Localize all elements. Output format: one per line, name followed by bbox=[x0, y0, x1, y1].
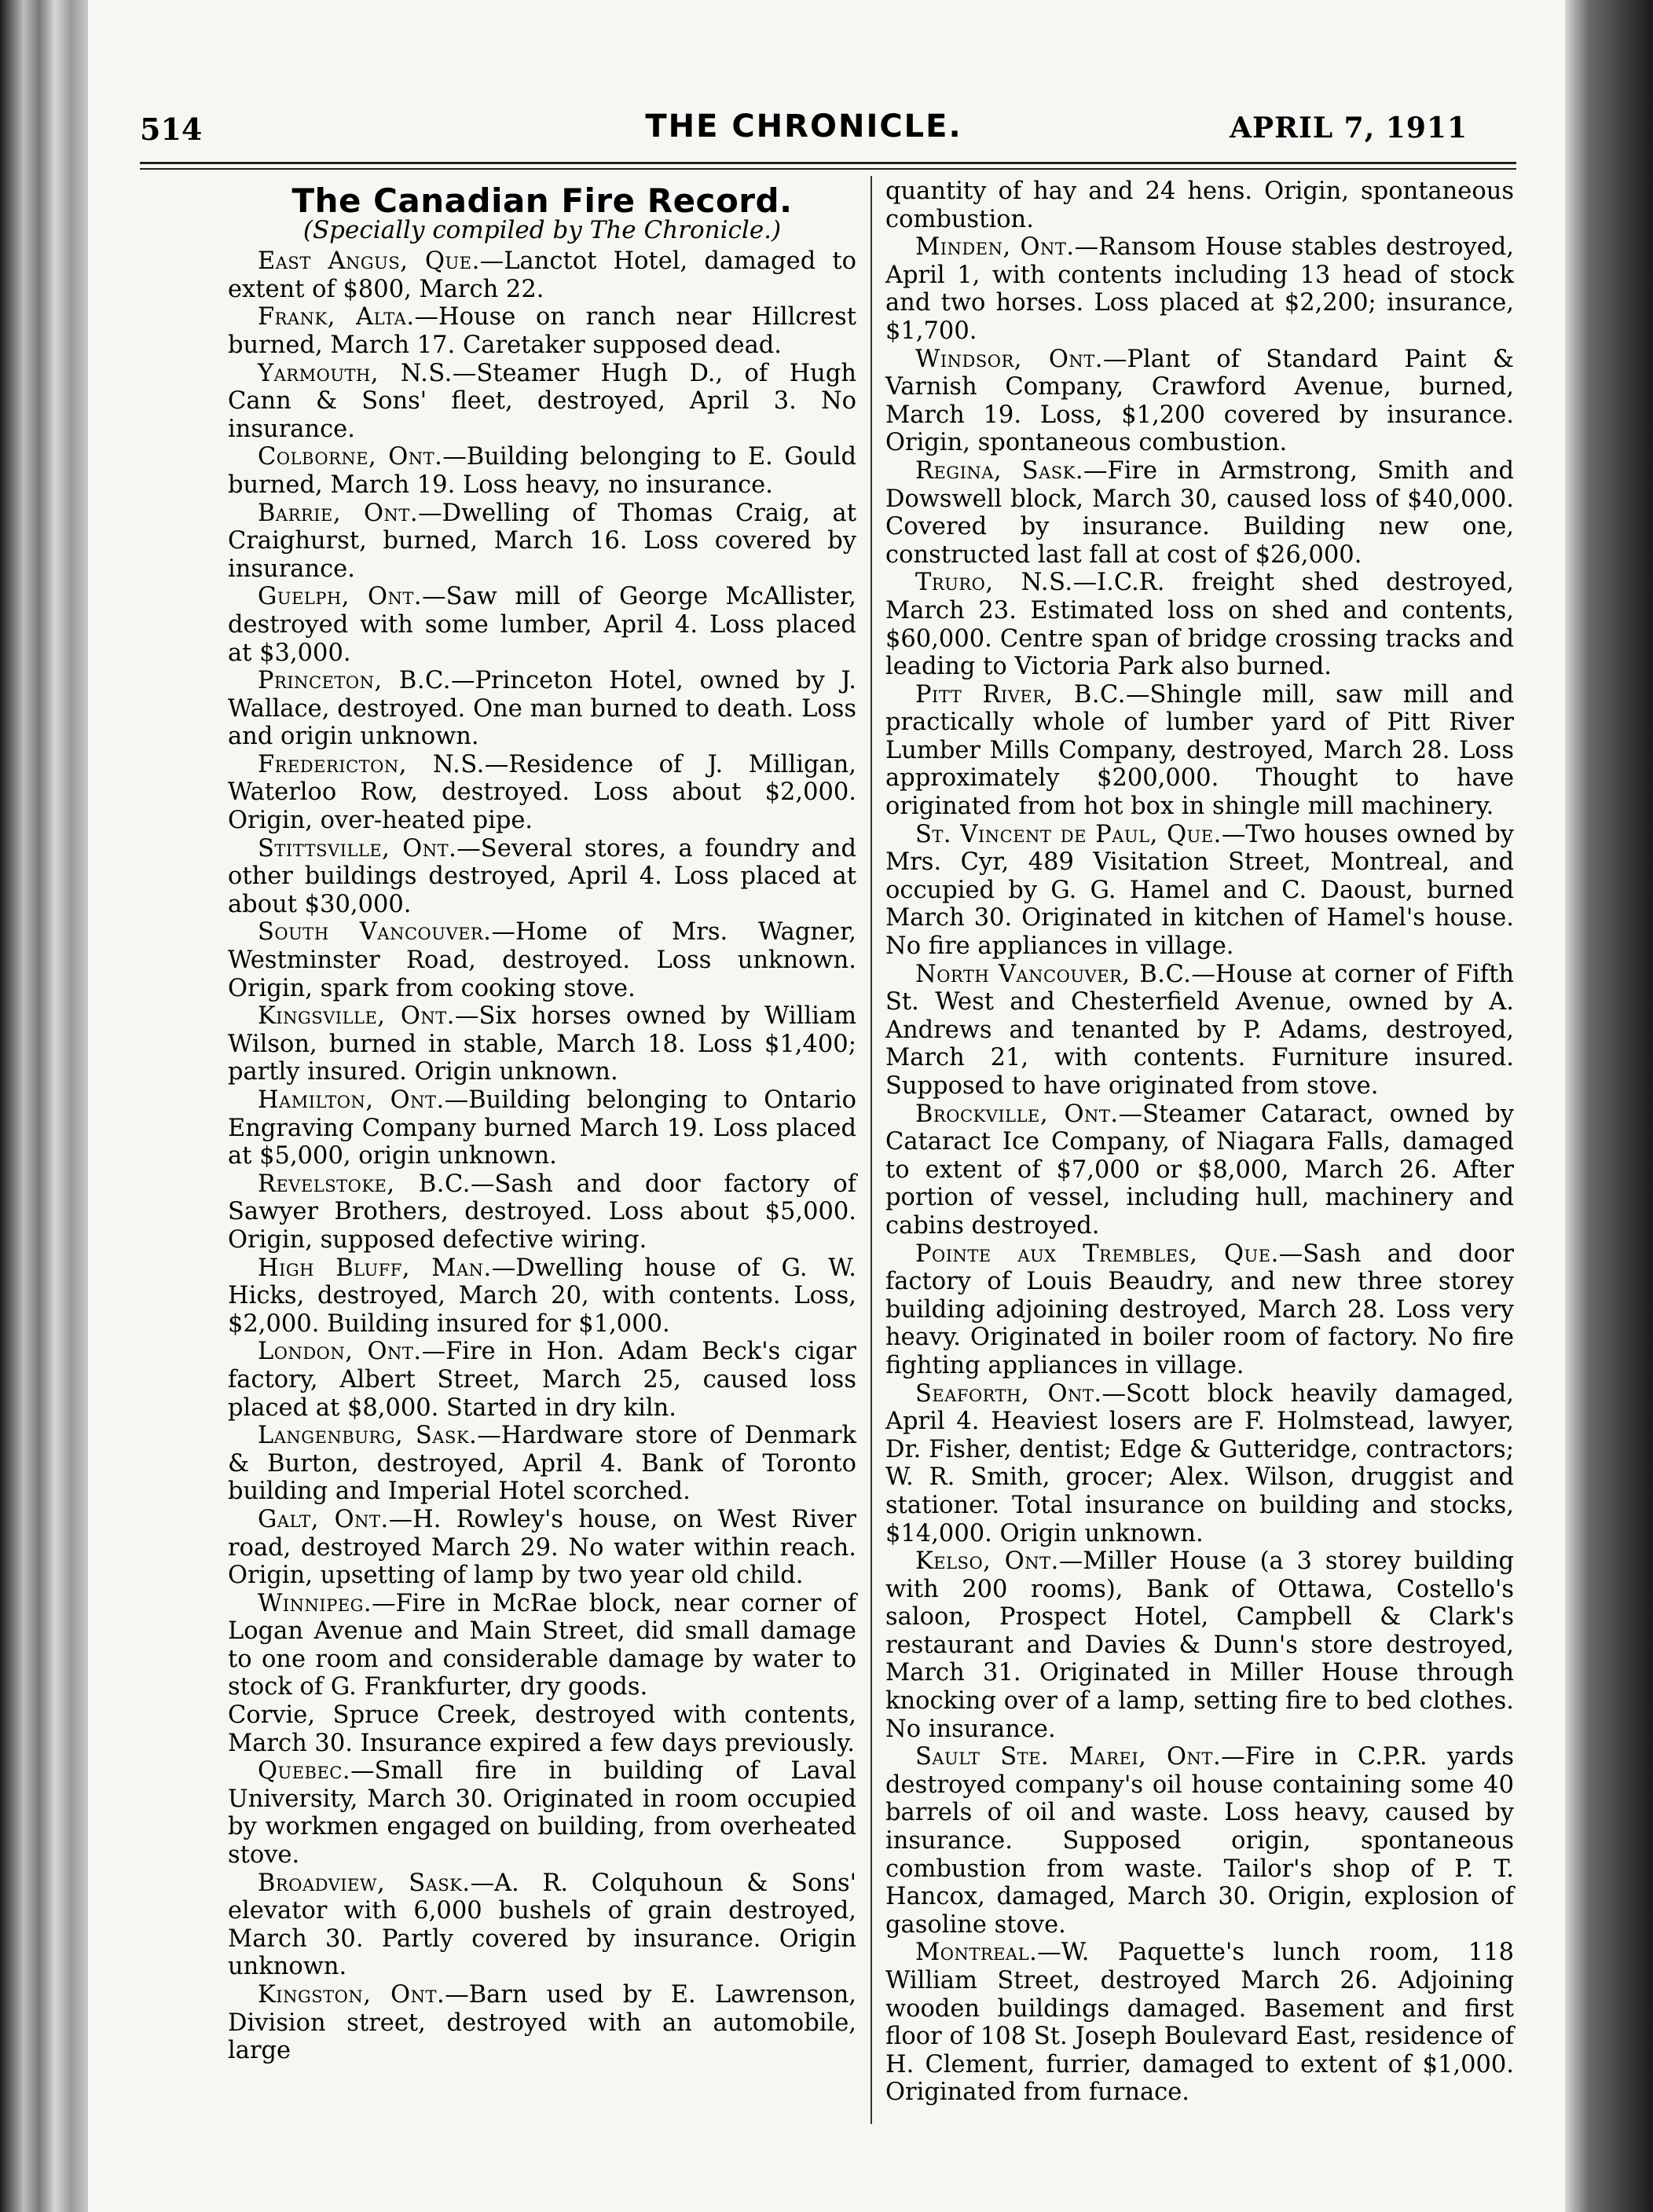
fire-record-entry bbox=[228, 303, 856, 359]
article-subtitle: (Specially compiled by The Chronicle.) bbox=[302, 215, 782, 244]
fire-record-entry bbox=[885, 569, 1514, 680]
entry-text: —Sash and door factory of Sawyer Brothers, destroyed. Loss about $5,000. Origin, supposed defective wiring. bbox=[228, 1170, 856, 1254]
fire-record-entry bbox=[228, 1338, 856, 1422]
entry-text: —Several stores, a foundry and other buildings destroyed, April 4. Loss placed at about $30,000. bbox=[228, 834, 856, 918]
fire-record-entry bbox=[228, 667, 856, 751]
fire-record-entry bbox=[885, 1240, 1514, 1380]
entry-place: East Angus, Que. bbox=[258, 247, 480, 276]
entry-text: —Ransom House stables destroyed, April 1, with contents including 13 head of stock and two horses. Loss placed at $2,200; insurance, $1,700. bbox=[885, 233, 1514, 345]
entry-text: —Sash and door factory of Louis Beaudry, and new three storey building adjoining destroyed, March 28. Loss very heavy. Originated in boiler room of factory. No fire fighting appliances in village. bbox=[885, 1240, 1514, 1379]
entry-text: —Hardware store of Denmark & Burton, destroyed, April 4. Bank of Toronto building and Imperial Hotel scorched. bbox=[228, 1422, 856, 1506]
entry-place: Minden, Ont. bbox=[915, 233, 1075, 262]
entry-place: Broadview, Sask. bbox=[258, 1869, 471, 1897]
fire-record-entry bbox=[228, 751, 856, 835]
entry-place: St. Vincent de Paul, Que. bbox=[915, 820, 1222, 848]
entry-text: —Dwelling house of G. W. Hicks, destroyed, March 20, with contents. Loss, $2,000. Building insured for $1,000. bbox=[228, 1254, 856, 1338]
entry-text: —House on ranch near Hillcrest burned, March 17. Caretaker supposed dead. bbox=[228, 303, 856, 359]
fire-record-entry bbox=[885, 1743, 1514, 1939]
entry-place: Yarmouth, N.S. bbox=[258, 359, 453, 387]
fire-record-entry bbox=[228, 1981, 856, 2065]
entry-place: Revelstoke, B.C. bbox=[258, 1170, 471, 1198]
fire-record-entry bbox=[228, 835, 856, 919]
entry-text: —H. Rowley's house, on West River road, destroyed March 29. No water within reach. Origin, upsetting of lamp by two year old child. bbox=[228, 1505, 856, 1590]
fire-record-entry bbox=[885, 681, 1514, 821]
entry-place: Brockville, Ont. bbox=[915, 1100, 1119, 1128]
fire-record-entry bbox=[228, 918, 856, 1002]
left-column bbox=[228, 178, 856, 2065]
entry-place: High Bluff, Man. bbox=[258, 1254, 492, 1282]
entry-text: —Dwelling of Thomas Craig, at Craighurst, burned, March 16. Loss covered by insurance. bbox=[228, 499, 856, 583]
fire-record-entry bbox=[885, 1380, 1514, 1548]
entry-place: Frank, Alta. bbox=[258, 303, 415, 331]
page-number: 514 bbox=[140, 112, 203, 147]
entry-place: Montreal. bbox=[915, 1939, 1038, 1967]
fire-record-entry bbox=[885, 346, 1514, 457]
book-binding-edge bbox=[0, 0, 88, 2212]
entry-place: Truro, N.S. bbox=[915, 569, 1073, 597]
entry-text: —Small fire in building of Laval University, March 30. Originated in room occupied by workmen engaged on building, from overheated stove. bbox=[228, 1757, 856, 1870]
entry-place: Stittsville, Ont. bbox=[258, 834, 457, 862]
fire-record-entry bbox=[228, 1254, 856, 1339]
fire-record-entry bbox=[885, 457, 1514, 569]
header-rule bbox=[140, 162, 1516, 164]
entry-place: Pitt River, B.C. bbox=[915, 680, 1126, 709]
entry-text: —Plant of Standard Paint & Varnish Company, Crawford Avenue, burned, March 19. Loss, $1,200 covered by insurance. Origin, spontaneous combustion. bbox=[885, 345, 1514, 457]
fire-record-entry bbox=[885, 961, 1514, 1101]
fire-record-entry bbox=[228, 1870, 856, 1981]
entry-place: Kingsville, Ont. bbox=[258, 1002, 455, 1031]
entry-text: —I.C.R. freight shed destroyed, March 23. Estimated loss on shed and contents, $60,000. Centre span of bridge crossing tracks and leading to Victoria Park also burned. bbox=[885, 569, 1514, 681]
entry-place: Barrie, Ont. bbox=[258, 499, 419, 527]
entry-place: Langenburg, Sask. bbox=[258, 1422, 478, 1450]
fire-record-entry bbox=[885, 1101, 1514, 1240]
entry-place: Regina, Sask. bbox=[915, 456, 1084, 485]
header-rule-thin bbox=[140, 168, 1516, 170]
entry-place: South Vancouver. bbox=[258, 918, 492, 947]
entry-place: Colborne, Ont. bbox=[258, 443, 443, 471]
fire-record-entry bbox=[228, 1701, 856, 1757]
fire-record-entry bbox=[885, 1939, 1514, 2107]
entry-text: —Barn used by E. Lawrenson, Division street, destroyed with an automobile, large bbox=[228, 1981, 857, 2065]
fire-record-entry bbox=[885, 178, 1514, 233]
entry-text: —Steamer Cataract, owned by Cataract Ice Company, of Niagara Falls, damaged to extent of $7,000 or $8,000, March 26. After portion of vessel, including hull, machinery and cabins destroyed. bbox=[885, 1100, 1514, 1240]
entry-text: —Two houses owned by Mrs. Cyr, 489 Visitation Street, Montreal, and occupied by G. G. Hamel and C. Daoust, burned March 30. Originated in kitchen of Hamel's house. No fire appliances in village. bbox=[885, 820, 1514, 961]
entry-text: —Shingle mill, saw mill and practically whole of lumber yard of Pitt River Lumber Mills Company, destroyed, March 28. Loss approximately $200,000. Thought to have originated from hot box in shingle mill machinery. bbox=[885, 680, 1514, 821]
entry-text: —Building belonging to E. Gould burned, March 19. Loss heavy, no insurance. bbox=[228, 443, 856, 499]
right-column bbox=[885, 178, 1514, 2107]
entry-text: —Miller House (a 3 storey building with 200 rooms), Bank of Ottawa, Costello's saloon, Prospect Hotel, Campbell & Clark's restaurant and Davies & Dunn's store destroyed, March 31. Originated in Miller House through knocking over of a lamp, setting fire to bed clothes. No insurance. bbox=[885, 1547, 1514, 1743]
entry-place: London, Ont. bbox=[258, 1338, 422, 1366]
issue-date: APRIL 7, 1911 bbox=[1230, 112, 1468, 145]
entry-text: —Saw mill of George McAllister, destroyed with some lumber, April 4. Loss placed at $3,000. bbox=[228, 583, 856, 667]
fire-record-entry bbox=[885, 1547, 1514, 1743]
entry-text: —Scott block heavily damaged, April 4. Heaviest losers are F. Holmstead, lawyer, Dr. Fisher, dentist; Edge & Gutteridge, contractors; W. R. Smith, grocer; Alex. Wilson, druggist and stationer. Total insurance on building and stocks, $14,000. Origin unknown. bbox=[885, 1379, 1514, 1547]
fire-record-entry bbox=[228, 1506, 856, 1590]
entry-text: —Six horses owned by William Wilson, burned in stable, March 18. Loss $1,400; partly insured. Origin unknown. bbox=[228, 1002, 856, 1086]
page-header bbox=[140, 108, 1468, 156]
entry-text: —Fire in Hon. Adam Beck's cigar factory, Albert Street, March 25, caused loss placed at $8,000. Started in dry kiln. bbox=[228, 1338, 857, 1422]
entry-place: North Vancouver, B.C. bbox=[915, 960, 1192, 988]
entry-text: —House at corner of Fifth St. West and Chesterfield Avenue, owned by A. Andrews and tenanted by P. Adams, destroyed, March 21, with contents. Furniture insured. Supposed to have originated from stove. bbox=[885, 960, 1514, 1100]
entry-place: Princeton, B.C. bbox=[258, 667, 451, 695]
entry-text: —Fire in Armstrong, Smith and Dowswell block, March 30, caused loss of $40,000. Covered by insurance. Building new one, constructed last fall at cost of $26,000. bbox=[885, 456, 1514, 569]
fire-record-entry bbox=[228, 1757, 856, 1869]
entry-place: Sault Ste. Marei, Ont. bbox=[915, 1743, 1222, 1771]
scan-shadow-edge bbox=[1565, 0, 1653, 2212]
article-title: The Canadian Fire Record. bbox=[291, 181, 793, 220]
entry-place: Quebec. bbox=[258, 1757, 351, 1785]
entry-place: Galt, Ont. bbox=[258, 1505, 389, 1533]
fire-record-entry bbox=[885, 821, 1514, 961]
entry-place: Kelso, Ont. bbox=[915, 1547, 1059, 1576]
publication-title: THE CHRONICLE. bbox=[645, 108, 962, 145]
fire-record-entry bbox=[228, 247, 856, 303]
entry-text: —A. R. Colquhoun & Sons' elevator with 6,000 bushels of grain destroyed, March 30. Partly covered by insurance. Origin unknown. bbox=[228, 1869, 856, 1981]
entry-place: Guelph, Ont. bbox=[258, 583, 423, 611]
entry-text: —Princeton Hotel, owned by J. Wallace, destroyed. One man burned to death. Loss and origin unknown. bbox=[228, 667, 856, 751]
entry-place: Windsor, Ont. bbox=[915, 345, 1103, 373]
entry-place: Winnipeg. bbox=[258, 1589, 372, 1617]
entry-text: —Fire in C.P.R. yards destroyed company's oil house containing some 40 barrels of oil and waste. Loss heavy, caused by insurance. Supposed origin, spontaneous combustion from waste. Tailor's shop of P. T. Hancox, damaged, March 30. Origin, explosion of gasoline stove. bbox=[885, 1743, 1514, 1939]
fire-record-entry bbox=[228, 583, 856, 667]
entry-place: Hamilton, Ont. bbox=[258, 1086, 445, 1114]
column-divider bbox=[870, 176, 872, 2124]
fire-record-entry bbox=[228, 1422, 856, 1506]
fire-record-entry bbox=[228, 1002, 856, 1086]
entry-text: quantity of hay and 24 hens. Origin, spontaneous combustion. bbox=[885, 178, 1514, 233]
entry-text: —Lanctot Hotel, damaged to extent of $800, March 22. bbox=[228, 247, 856, 303]
fire-record-entry bbox=[228, 360, 856, 444]
entry-text: —Steamer Hugh D., of Hugh Cann & Sons' fleet, destroyed, April 3. No insurance. bbox=[228, 359, 856, 443]
fire-record-entry bbox=[228, 500, 856, 584]
entry-text: Corvie, Spruce Creek, destroyed with contents, March 30. Insurance expired a few days previously. bbox=[228, 1701, 856, 1757]
entry-place: Seaforth, Ont. bbox=[915, 1379, 1102, 1408]
entry-text: —Residence of J. Milligan, Waterloo Row, destroyed. Loss about $2,000. Origin, over-heated pipe. bbox=[228, 750, 856, 835]
entry-text: —Home of Mrs. Wagner, Westminster Road, destroyed. Loss unknown. Origin, spark from cooking stove. bbox=[228, 918, 857, 1002]
fire-record-entry bbox=[228, 443, 856, 499]
entry-text: —W. Paquette's lunch room, 118 William Street, destroyed March 26. Adjoining wooden buildings damaged. Basement and first floor of 108 St. Joseph Boulevard East, residence of H. Clement, furrier, damaged to extent of $1,000. Originated from furnace. bbox=[885, 1939, 1514, 2107]
entry-text: —Building belonging to Ontario Engraving Company burned March 19. Loss placed at $5,000, origin unknown. bbox=[228, 1086, 856, 1170]
entry-place: Kingston, Ont. bbox=[258, 1981, 445, 2009]
entry-place: Pointe aux Trembles, Que. bbox=[915, 1240, 1279, 1268]
fire-record-entry bbox=[885, 233, 1514, 345]
entry-place: Fredericton, N.S. bbox=[258, 750, 485, 778]
fire-record-entry bbox=[228, 1086, 856, 1170]
entry-text: —Fire in McRae block, near corner of Logan Avenue and Main Street, did small damage to one room and considerable damage by water to stock of G. Frankfurter, dry goods. bbox=[228, 1589, 856, 1701]
fire-record-entry bbox=[228, 1170, 856, 1254]
fire-record-entry bbox=[228, 1590, 856, 1701]
